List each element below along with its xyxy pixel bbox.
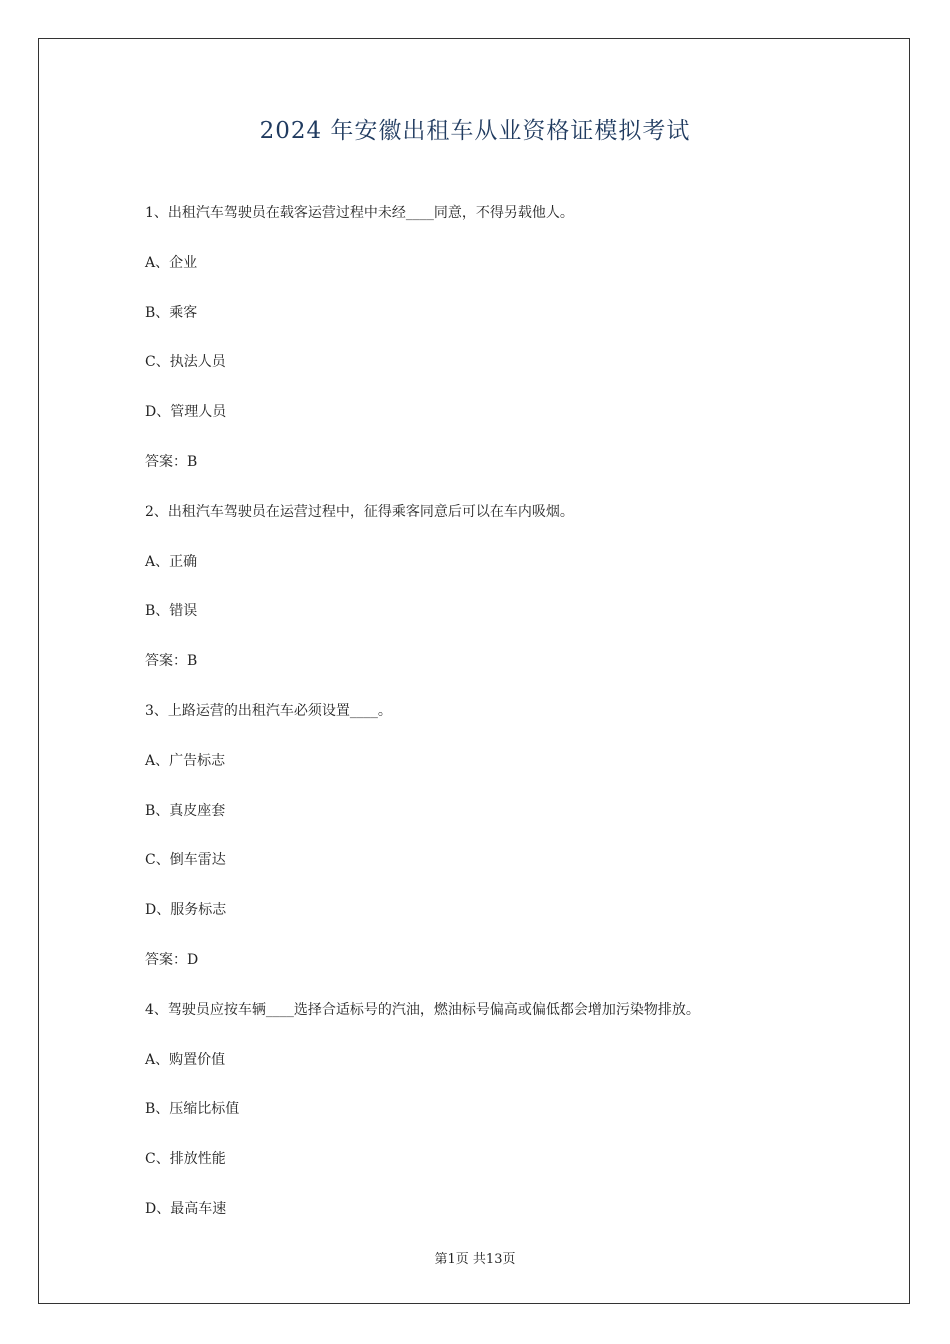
question-option: C、执法人员 [145, 354, 226, 371]
question-option: A、正确 [145, 553, 198, 570]
question-list [145, 200, 845, 1246]
question-stem: 3、上路运营的出租汽车必须设置____。 [145, 702, 392, 719]
question-stem: 2、出租汽车驾驶员在运营过程中，征得乘客同意后可以在车内吸烟。 [145, 503, 574, 520]
question-option: D、最高车速 [145, 1200, 227, 1217]
question-option: B、错误 [145, 603, 198, 620]
question-option: B、乘客 [145, 304, 198, 321]
question-option: D、服务标志 [145, 902, 227, 919]
question-option: D、管理人员 [145, 404, 227, 421]
question-option: B、压缩比标值 [145, 1101, 240, 1118]
page-footer: 第1页 共13页 [434, 1252, 516, 1267]
question-option: A、广告标志 [145, 752, 226, 769]
question-option: C、排放性能 [145, 1151, 226, 1168]
question-option: A、购置价值 [145, 1051, 226, 1068]
question-option: A、企业 [145, 254, 198, 271]
question-answer: 答案：D [145, 951, 199, 968]
question-answer: 答案：B [145, 453, 198, 470]
question-stem: 4、驾驶员应按车辆____选择合适标号的汽油，燃油标号偏高或偏低都会增加污染物排放。 [145, 1001, 700, 1018]
question-stem: 1、出租汽车驾驶员在载客运营过程中未经____同意，不得另载他人。 [145, 205, 574, 221]
question-answer: 答案：B [145, 653, 198, 670]
question-option: C、倒车雷达 [145, 852, 226, 869]
document-title: 2024 年安徽出租车从业资格证模拟考试 [259, 118, 691, 144]
question-option: B、真皮座套 [145, 802, 226, 819]
